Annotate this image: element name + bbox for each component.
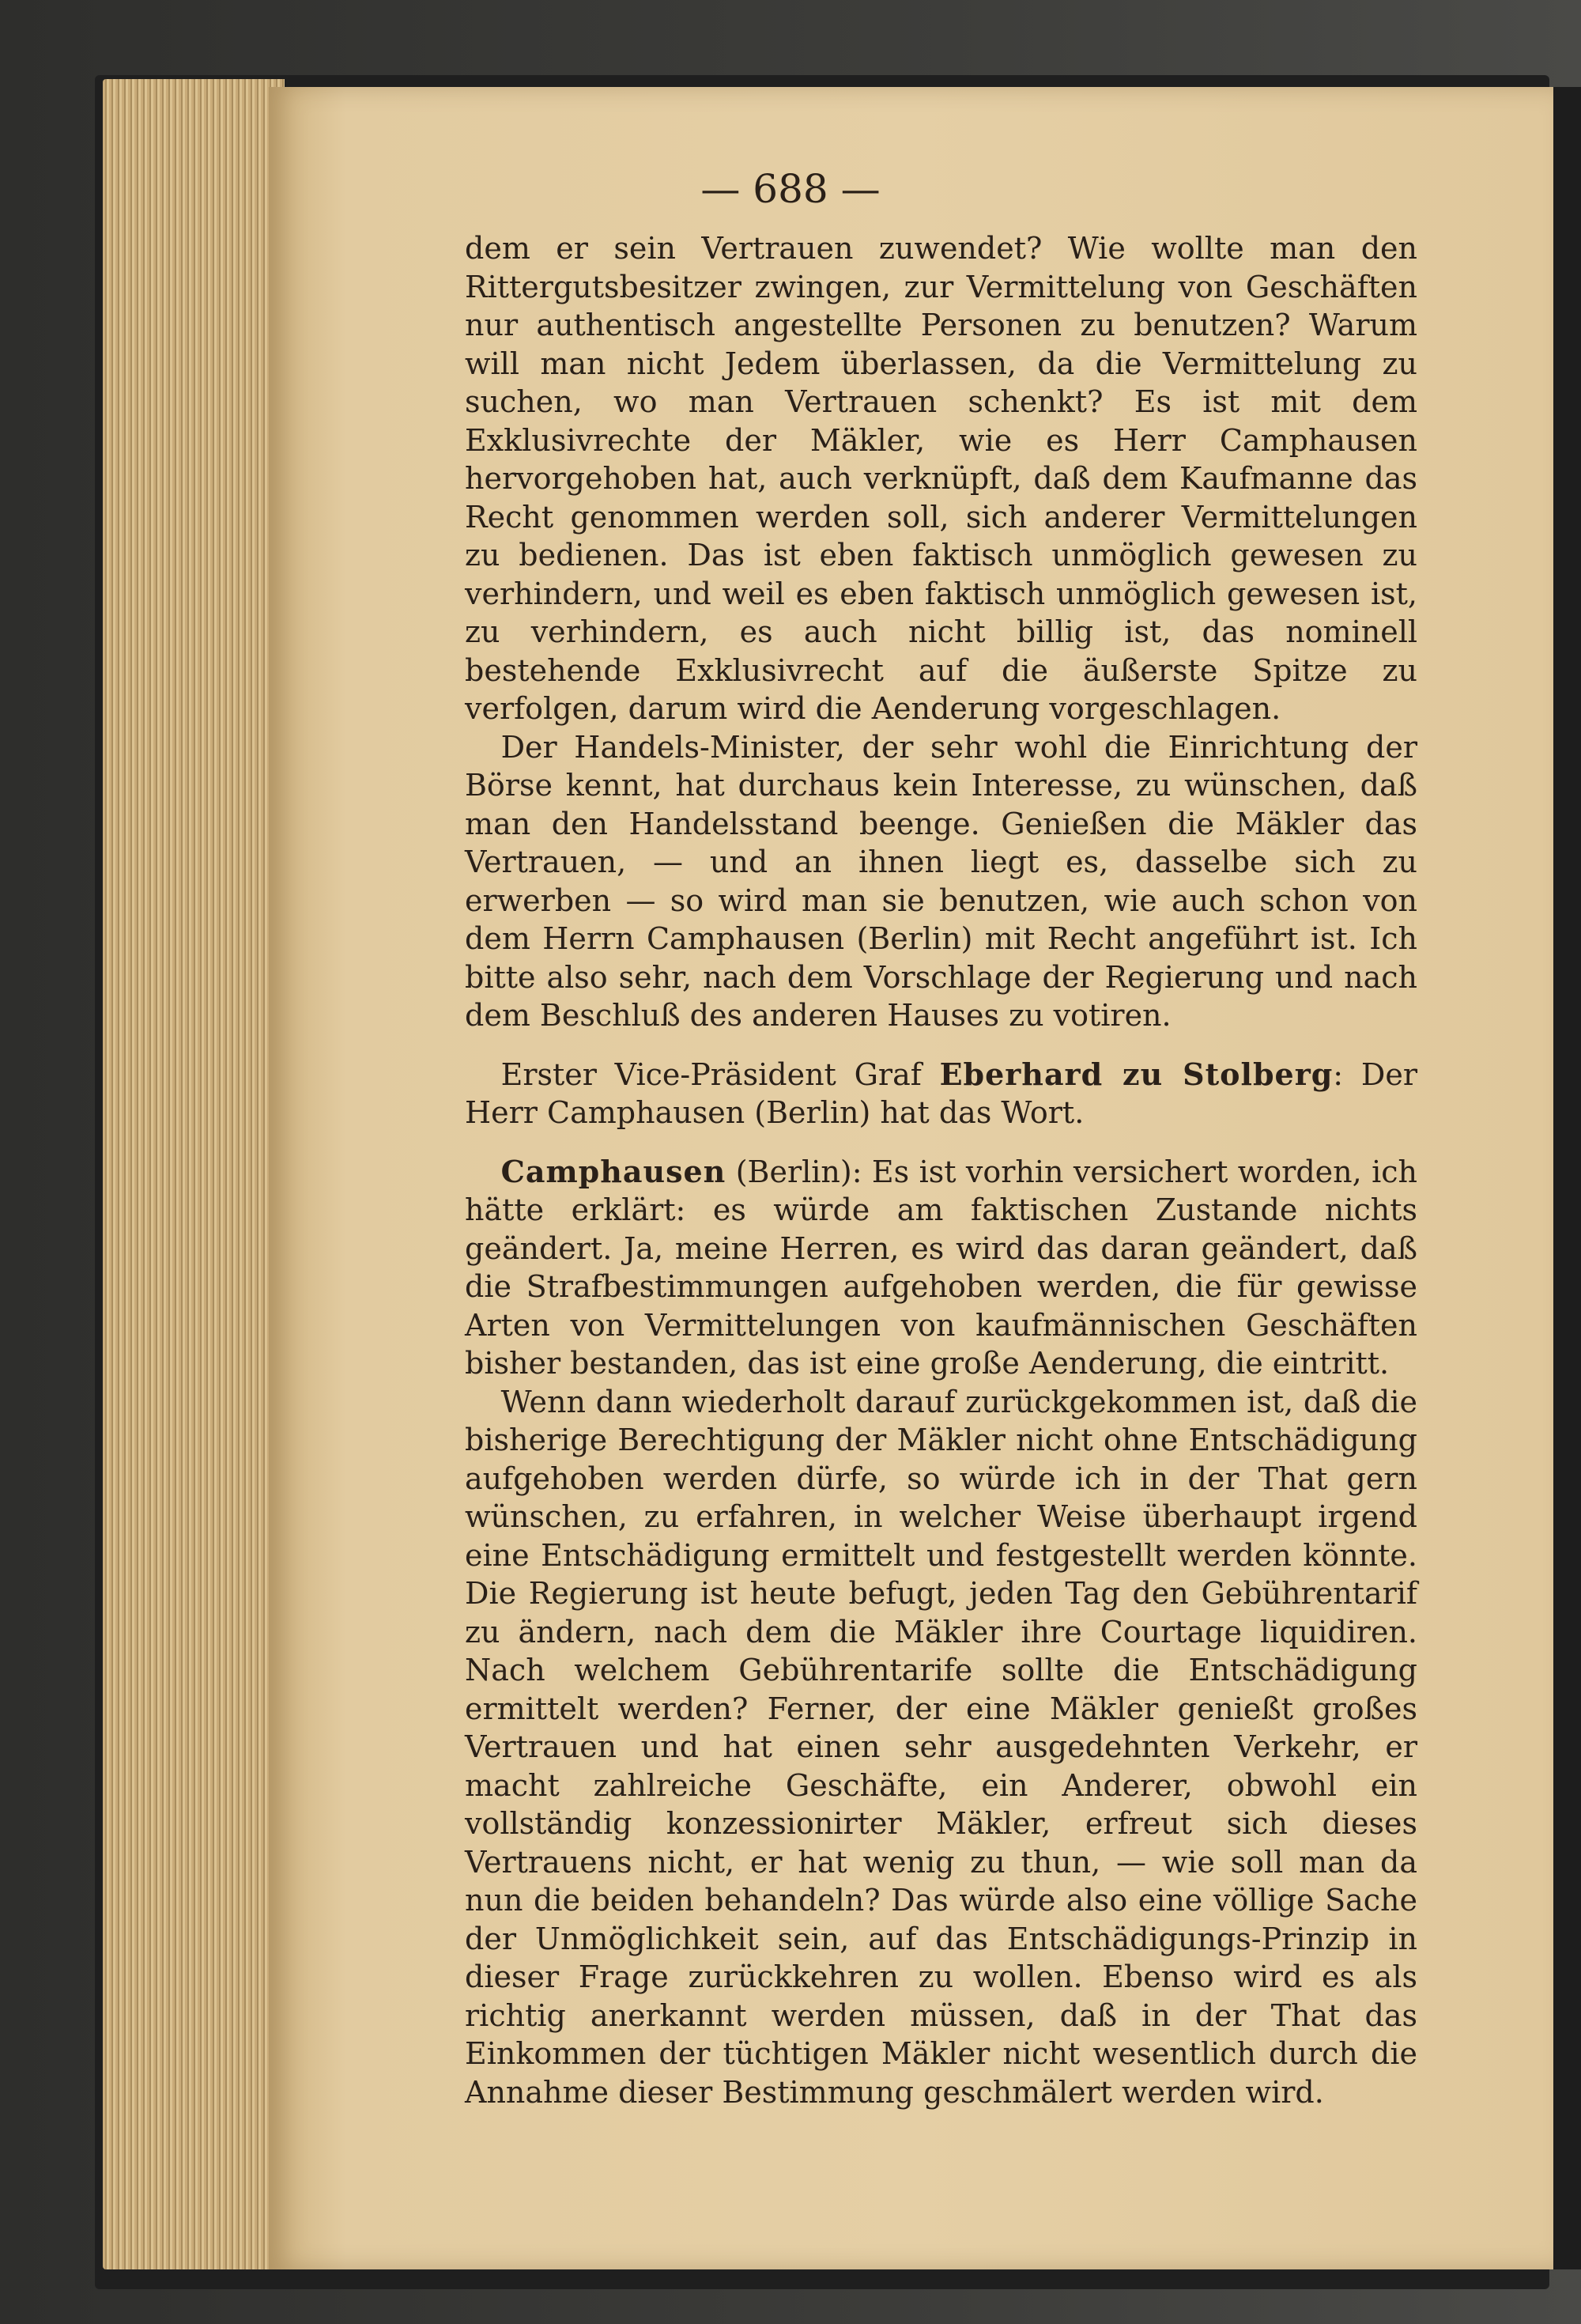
paragraph-5: Wenn dann wiederholt darauf zurückgekommen ist, daß die bisherige Berechtigung der Mäkler nicht ohne Entschädigung aufgehoben werden dürfe, so würde ich in der That gern wünschen, zu erfahren, in welcher Weise überhaupt irgend eine Entschädigung ermittelt und festgestellt werden könnte. Die Regierung ist heute befugt, jeden Tag den Gebührentarif zu ändern, nach dem die Mäkler ihre Courtage liquidiren. Nach welchem Gebührentarife sollte die Entschädigung ermittelt werden? Ferner, der eine Mäkler genießt großes Vertrauen und hat einen sehr ausgedehnten Verkehr, er macht zahlreiche Geschäfte, ein Anderer, obwohl ein vollständig konzessionirter Mäkler, erfreut sich dieses Vertrauens nicht, er hat wenig zu thun, — wie soll man da nun die beiden behandeln? Das würde also eine völlige Sache der Unmöglichkeit sein, auf das Entschädigungs-Prinzip in dieser Frage zurückkehren zu wollen. Ebenso wird es als richtig anerkannt werden müssen, daß in der That das Einkommen der tüchtigen Mäkler nicht wesentlich durch die Annahme dieser Bestimmung geschmälert werden wird. xyxy=(465,1384,1417,2110)
paragraph-3 xyxy=(465,1056,1417,1132)
paragraph-4-body: (Berlin): Es ist vorhin versichert worden, ich hätte erklärt: es würde am faktischen Zustande nichts geändert. Ja, meine Herren, es wird das daran geändert, daß die Strafbestimmungen aufgehoben werden, die für gewisse Arten von Vermittelungen von kaufmännischen Geschäften bisher bestanden, das ist eine große Aenderung, die eintritt. xyxy=(465,1154,1417,1381)
page-edges xyxy=(103,79,285,2269)
presiding-officer-text: Erster Vice-Präsident Graf xyxy=(500,1056,940,1092)
spacer xyxy=(465,1035,1417,1056)
presiding-officer-name: Eberhard zu Stolberg xyxy=(939,1056,1334,1092)
paragraph-1: dem er sein Vertrauen zuwendet? Wie wollte man den Rittergutsbesitzer zwingen, zur Vermittelung von Geschäften nur authentisch angestellte Personen zu benutzen? Warum will man nicht Jedem überlassen, da die Vermittelung zu suchen, wo man Vertrauen schenkt? Es ist mit dem Exklusivrechte der Mäkler, wie es Herr Camphausen hervorgehoben hat, auch verknüpft, daß dem Kaufmanne das Recht genommen werden soll, sich anderer Vermittelungen zu bedienen. Das ist eben faktisch unmöglich gewesen zu verhindern, und weil es eben faktisch unmöglich gewesen ist, zu verhindern, es auch nicht billig ist, das nominell bestehende Exklusivrecht auf die äußerste Spitze zu verfolgen, darum wird die Aenderung vorgeschlagen. xyxy=(465,231,1417,726)
paragraph-2: Der Handels-Minister, der sehr wohl die Einrichtung der Börse kennt, hat durchaus kein Interesse, zu wünschen, daß man den Handelsstand beenge. Genießen die Mäkler das Vertrauen, — und an ihnen liegt es, dasselbe sich zu erwerben — so wird man sie benutzen, wie auch schon von dem Herrn Camphausen (Berlin) mit Recht angeführt ist. Ich bitte also sehr, nach dem Vorschlage der Regierung und nach dem Beschluß des anderen Hauses zu votiren. xyxy=(465,729,1417,1033)
paragraph-4 xyxy=(465,1153,1417,1383)
page-number: — 688 — xyxy=(700,166,881,212)
paragraph-3-remainder: : Der Herr Camphausen (Berlin) hat das Wort. xyxy=(465,1056,1417,1130)
spacer xyxy=(465,1132,1417,1153)
speaker-name: Camphausen xyxy=(500,1153,726,1189)
right-edge xyxy=(1553,87,1581,2269)
body-text xyxy=(465,229,1417,2111)
